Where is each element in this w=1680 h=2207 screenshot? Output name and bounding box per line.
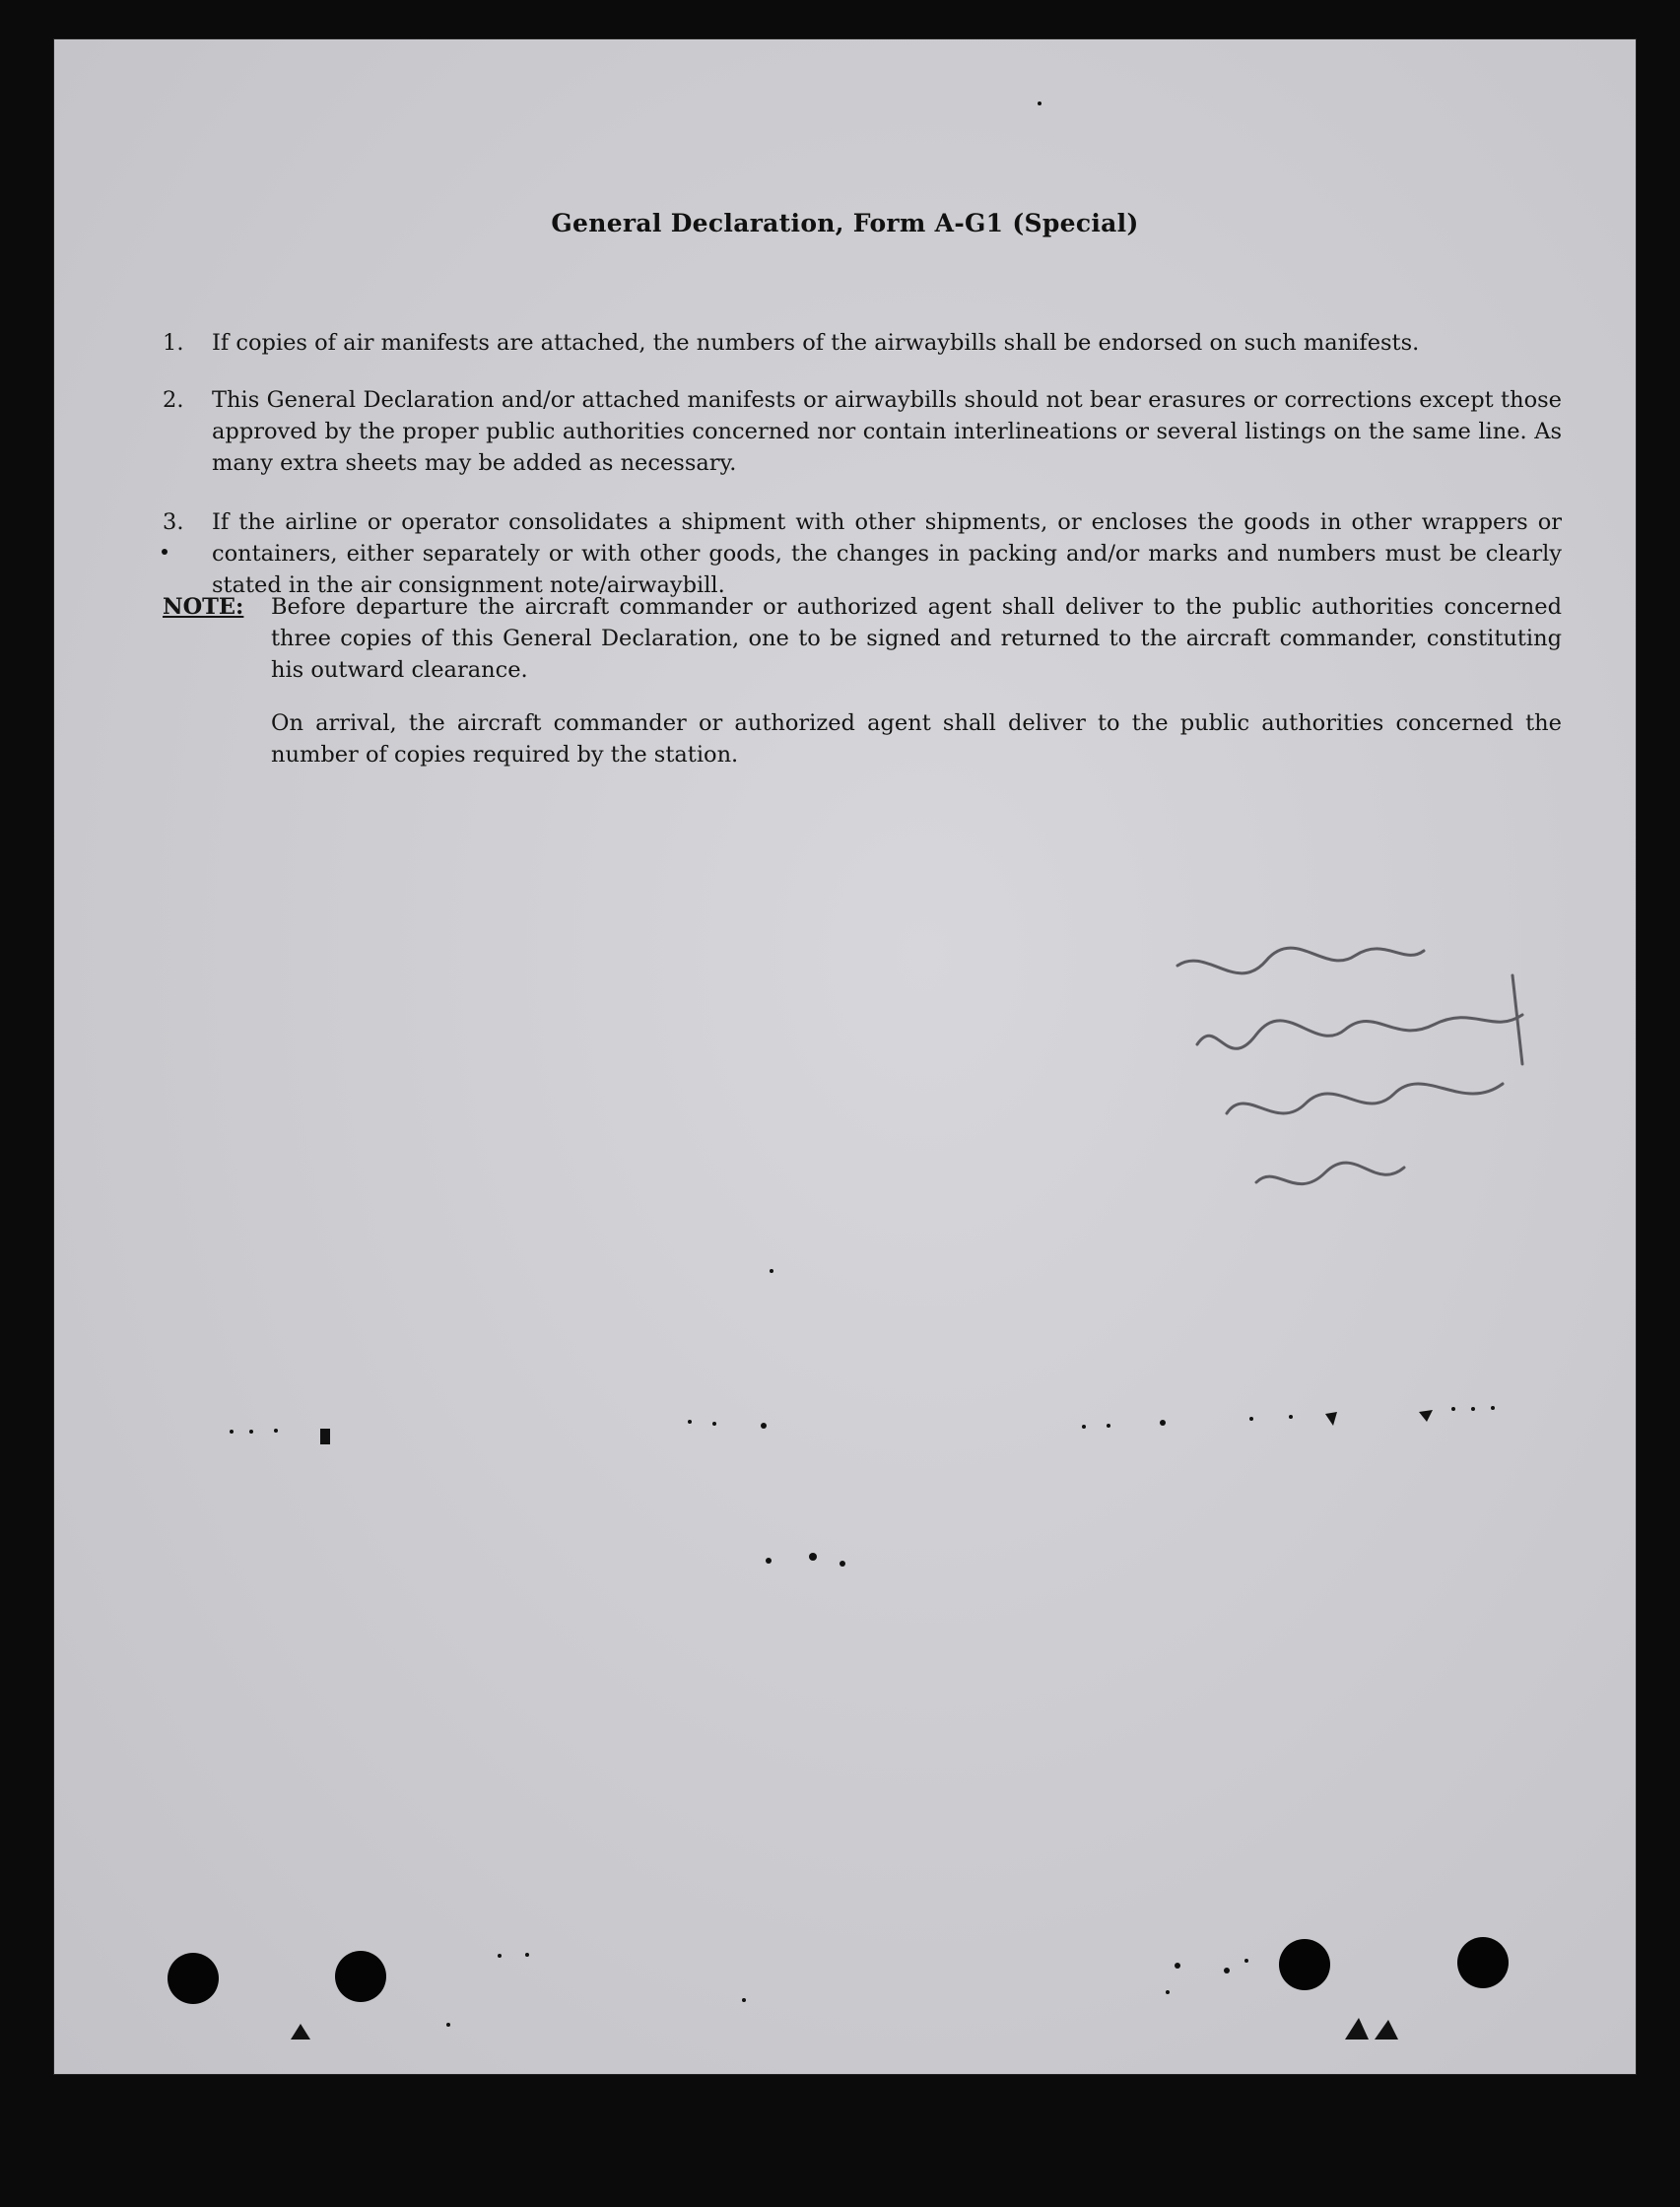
item-text: If the airline or operator consolidates a shipment with other shipments, or encloses the goods in other wrappers or containers, either separately or with other goods, the changes in packing and/or marks and numbers must be clearly stated in the air consignment note/airwaybill. (212, 509, 1562, 598)
item-number: 3. (163, 509, 184, 535)
note-label: NOTE: (163, 594, 244, 620)
document-page (54, 39, 1636, 2074)
item-text: This General Declaration and/or attached manifests or airwaybills should not bear erasures or corrections except those approved by the proper public authorities concerned nor contain interlineations or several listings on the same line. As many extra sheets may be added as necessary. (212, 387, 1562, 476)
paper-specks (54, 39, 1636, 2074)
item-number: 1. (163, 330, 184, 356)
note-paragraph-1: Before departure the aircraft commander or authorized agent shall deliver to the public authorities concerned three copies of this General Declaration, one to be signed and returned to the aircraft commander, constituting his outward clearance. (271, 594, 1562, 683)
item-text: If copies of air manifests are attached, the numbers of the airwaybills shall be endorsed on such manifests. (212, 330, 1420, 356)
note-paragraph-2: On arrival, the aircraft commander or authorized agent shall deliver to the public authorities concerned the number of copies required by the station. (271, 710, 1562, 768)
page-title: General Declaration, Form A-G1 (Special) (551, 209, 1139, 237)
item-number: 2. (163, 387, 184, 413)
